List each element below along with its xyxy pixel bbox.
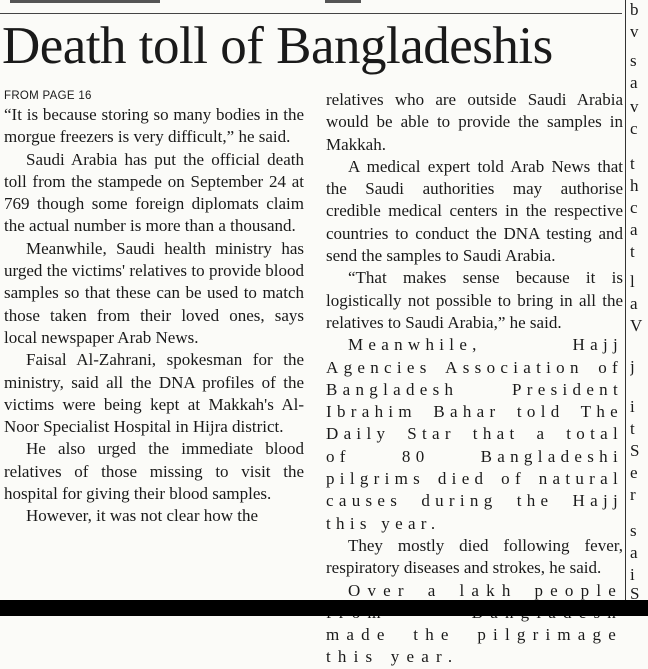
edge-letter: v [630, 22, 639, 41]
paragraph: Meanwhile, Saudi health ministry has urged the victims' relatives to provide blood samples so that these can be used to match those taken from their loved ones, says local newspaper Arab News. [4, 238, 304, 347]
paragraph: “That makes sense because it is logistically not possible to bring in all the relatives to Saudi Arabia,” he said. [326, 268, 623, 332]
article-column-2 [326, 89, 623, 669]
edge-letter: i [630, 565, 635, 584]
edge-letter: a [630, 543, 638, 562]
paragraph: Saudi Arabia has put the official death toll from the stampede on September 24 at 769 though some foreign diplomats claim the actual number is more than a thousand. [4, 149, 304, 236]
edge-letter: r [630, 485, 636, 504]
paragraph: He also urged the immediate blood relatives of those missing to visit the hospital for giving their blood samples. [4, 439, 304, 504]
edge-letter: t [630, 419, 635, 438]
edge-letter: s [630, 521, 637, 540]
edge-letter: a [630, 73, 638, 92]
paragraph: Meanwhile, Hajj Agencies Association of Bangladesh President Ibrahim Bahar told The Daily Star that a total of 80 Bangladeshi pilgrims died of natural causes during the Hajj this year. [326, 335, 623, 533]
paragraph: relatives who are outside Saudi Arabia would be able to provide the samples in Makkah. [326, 90, 623, 154]
edge-letter: V [630, 316, 643, 335]
edge-letter: S [630, 441, 640, 460]
edge-letter: e [630, 463, 638, 482]
paragraph: “It is because storing so many bodies in the morgue freezers is very difficult,” he said. [4, 105, 304, 147]
edge-letter: b [630, 0, 639, 19]
edge-letter: s [630, 51, 637, 70]
column-rule [625, 0, 626, 600]
adjacent-column-fragment [630, 0, 648, 600]
paragraph: However, it was not clear how the [26, 506, 259, 526]
edge-letter: S [630, 584, 640, 600]
jump-line: FROM PAGE 16 [4, 90, 92, 102]
bottom-bar [0, 600, 648, 616]
edge-letter: c [630, 119, 638, 138]
paragraph: A medical expert told Arab News that the Saudi authorities may authorise credible medical centers in the respective countries to conduct the DNA testing and send the samples to Saudi Arabia. [326, 156, 623, 266]
article-column-1 [4, 88, 304, 528]
edge-letter: v [630, 97, 639, 116]
paragraph: Over a lakh people made the pilgrimage this year. [326, 580, 623, 667]
edge-letter: j [630, 357, 635, 376]
paragraph: They mostly died following fever, respiratory diseases and strokes, he said. [326, 535, 623, 578]
edge-letter: l [630, 272, 635, 291]
edge-letter: a [630, 220, 638, 239]
edge-letter: i [630, 397, 635, 416]
edge-letter: t [630, 242, 635, 261]
top-rule-fragment [325, 0, 361, 3]
paragraph: Faisal Al-Zahrani, spokesman for the ministry, said all the DNA profiles of the victims were being kept at Makkah's Al-Noor Specialist Hospital in Hijra district. [4, 350, 304, 437]
headline: Death toll of Bangladeshis [2, 17, 553, 75]
edge-letter: h [630, 176, 639, 195]
edge-letter: c [630, 198, 638, 217]
edge-letter: a [630, 294, 638, 313]
edge-letter: t [630, 154, 635, 173]
top-rule-fragment [10, 0, 160, 3]
